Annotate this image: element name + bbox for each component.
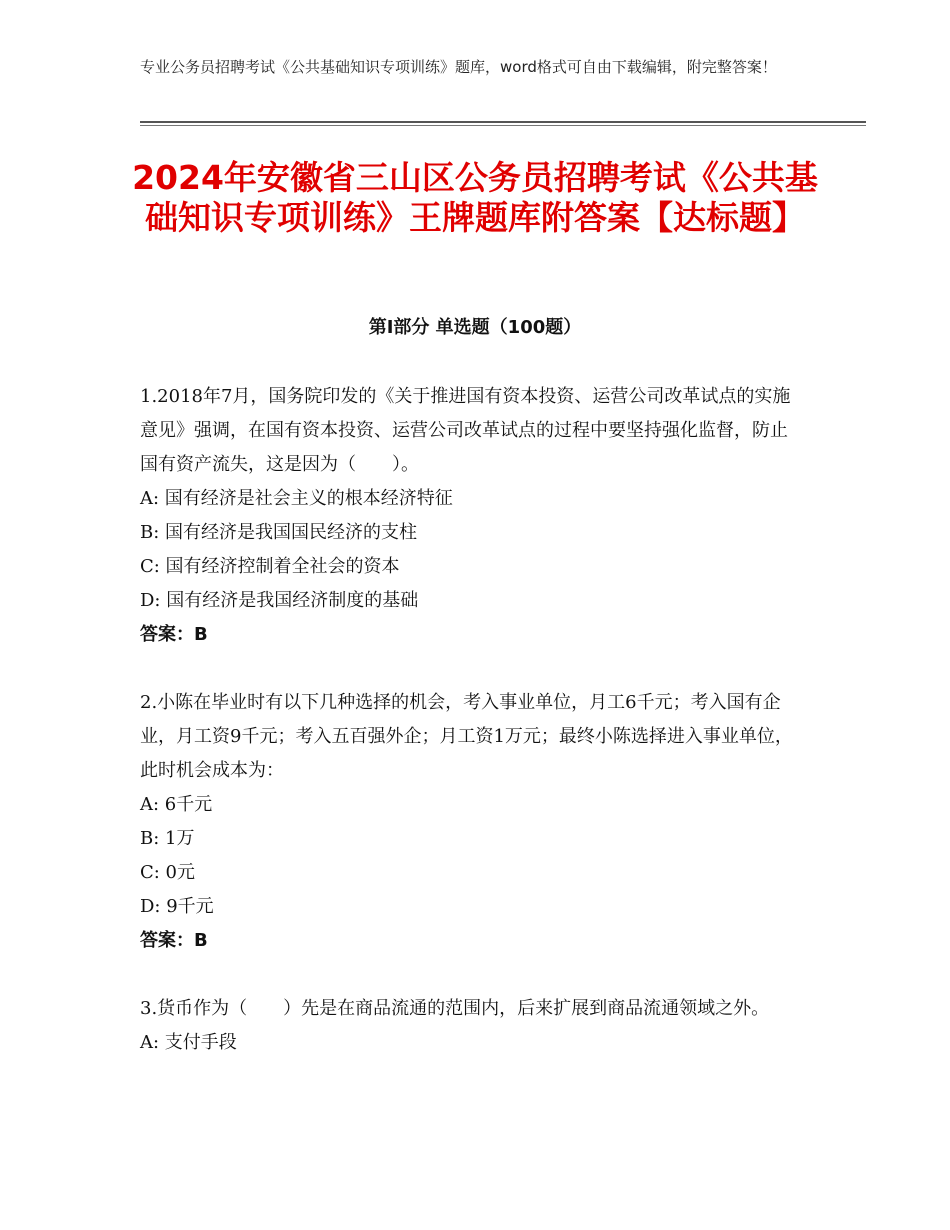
question-list: [140, 380, 800, 1094]
option-d: D: 国有经济是我国经济制度的基础: [140, 590, 419, 611]
header-note: 专业公务员招聘考试《公共基础知识专项训练》题库，word格式可自由下载编辑，附完整答案！: [140, 58, 777, 76]
section-title: 第I部分 单选题（100题）: [368, 317, 582, 338]
option-b: B: 1万: [140, 828, 195, 849]
question-stem: 1.2018年7月，国务院印发的《关于推进国有资本投资、运营公司改革试点的实施意见》强调，在国有资本投资、运营公司改革试点的过程中要坚持强化监督，防止国有资产流失，这是因为（ ）。: [140, 386, 791, 475]
option-b: B: 国有经济是我国国民经济的支柱: [140, 522, 418, 543]
header-rule-thick: [140, 121, 866, 123]
option-d: D: 9千元: [140, 896, 214, 917]
question-2: [140, 686, 800, 958]
option-a: A: 支付手段: [140, 1032, 237, 1053]
question-stem: 3.货币作为（ ）先是在商品流通的范围内，后来扩展到商品流通领域之外。: [140, 998, 770, 1019]
option-a: A: 6千元: [140, 794, 213, 815]
question-stem: 2.小陈在毕业时有以下几种选择的机会，考入事业单位，月工6千元；考入国有企业，月工资9千元；考入五百强外企；月工资1万元；最终小陈选择进入事业单位，此时机会成本为：: [140, 692, 793, 781]
document-title: 2024年安徽省三山区公务员招聘考试《公共基础知识专项训练》王牌题库附答案【达标题】: [132, 158, 818, 237]
question-1: [140, 380, 800, 652]
answer-label: 答案：B: [140, 624, 208, 645]
answer-label: 答案：B: [140, 930, 208, 951]
question-3: [140, 992, 800, 1060]
option-c: C: 国有经济控制着全社会的资本: [140, 556, 400, 577]
option-a: A: 国有经济是社会主义的根本经济特征: [140, 488, 453, 509]
option-c: C: 0元: [140, 862, 196, 883]
header-rule-thin: [140, 125, 866, 126]
